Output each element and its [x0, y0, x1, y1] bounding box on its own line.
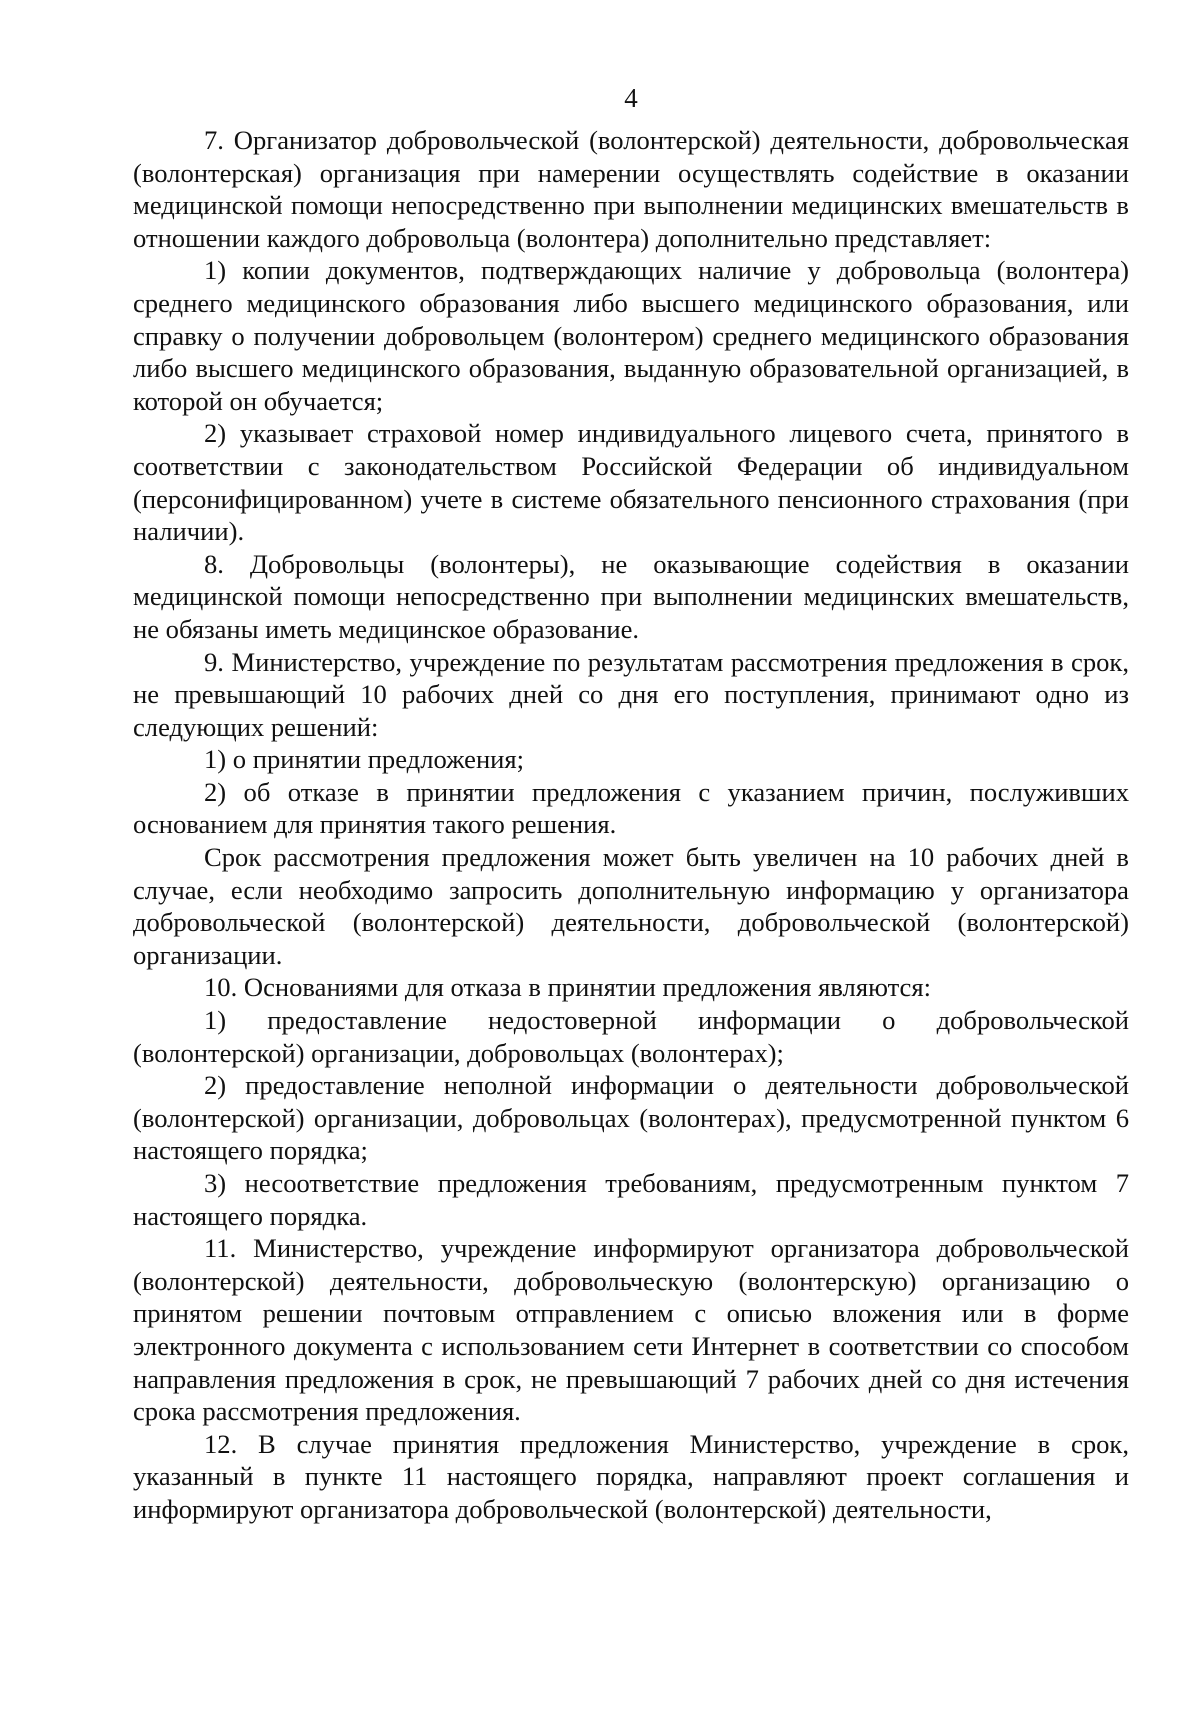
paragraph-7-item-2: 2) указывает страховой номер индивидуального лицевого счета, принятого в соответствии с законодательством Российской Федерации об индивидуальном (персонифицированном) учете в системе обязательного пенсионного страхования (при наличии). [133, 418, 1129, 547]
paragraph-9: 9. Министерство, учреждение по результатам рассмотрения предложения в срок, не превышающий 10 рабочих дней со дня его поступления, принимают одно из следующих решений: [133, 646, 1129, 742]
paragraph-9-review-term: Срок рассмотрения предложения может быть увеличен на 10 рабочих дней в случае, если необходимо запросить дополнительную информацию у организатора добровольческой (волонтерской) деятельности, добровольческой (волонтерской) организации. [133, 842, 1129, 970]
paragraph-10-item-3: 3) несоответствие предложения требованиям, предусмотренным пунктом 7 настоящего порядка. [133, 1168, 1129, 1231]
document-body [133, 124, 1129, 1526]
paragraph-10-item-2: 2) предоставление неполной информации о деятельности добровольческой (волонтерской) организации, добровольцах (волонтерах), предусмотренной пунктом 6 настоящего порядка; [133, 1070, 1129, 1166]
paragraph-9-item-2: 2) об отказе в принятии предложения с указанием причин, послуживших основанием для принятия такого решения. [133, 776, 1129, 840]
page-number: 4 [624, 83, 638, 113]
paragraph-10-item-1: 1) предоставление недостоверной информации о добровольческой (волонтерской) организации, добровольцах (волонтерах); [133, 1005, 1129, 1068]
paragraph-9-item-1: 1) о принятии предложения; [204, 744, 525, 775]
paragraph-11: 11. Министерство, учреждение информируют организатора добровольческой (волонтерской) деятельности, добровольческую (волонтерскую) организацию о принятом решении почтовым отправлением с описью вложения или в форме электронного документа с использованием сети Интернет в соответствии со способом направления предложения в срок, не превышающий 7 рабочих дней со дня истечения срока рассмотрения предложения. [133, 1233, 1129, 1427]
paragraph-10: 10. Основаниями для отказа в принятии предложения являются: [204, 972, 931, 1003]
paragraph-7-item-1: 1) копии документов, подтверждающих наличие у добровольца (волонтера) среднего медицинского образования либо высшего медицинского образования, или справку о получении добровольцем (волонтером) среднего медицинского образования либо высшего медицинского образования, выданную образовательной организацией, в которой он обучается; [133, 255, 1129, 416]
paragraph-12: 12. В случае принятия предложения Министерство, учреждение в срок, указанный в пункте 11 настоящего порядка, направляют проект соглашения и информируют организатора добровольческой (волонтерской) деятельности, [133, 1428, 1129, 1524]
paragraph-7: 7. Организатор добровольческой (волонтерской) деятельности, добровольческая (волонтерская) организация при намерении осуществлять содействие в оказании медицинской помощи непосредственно при выполнении медицинских вмешательств в отношении каждого добровольца (волонтера) дополнительно представляет: [133, 125, 1129, 253]
paragraph-8: 8. Добровольцы (волонтеры), не оказывающие содействия в оказании медицинской помощи непосредственно при выполнении медицинских вмешательств, не обязаны иметь медицинское образование. [133, 548, 1129, 644]
